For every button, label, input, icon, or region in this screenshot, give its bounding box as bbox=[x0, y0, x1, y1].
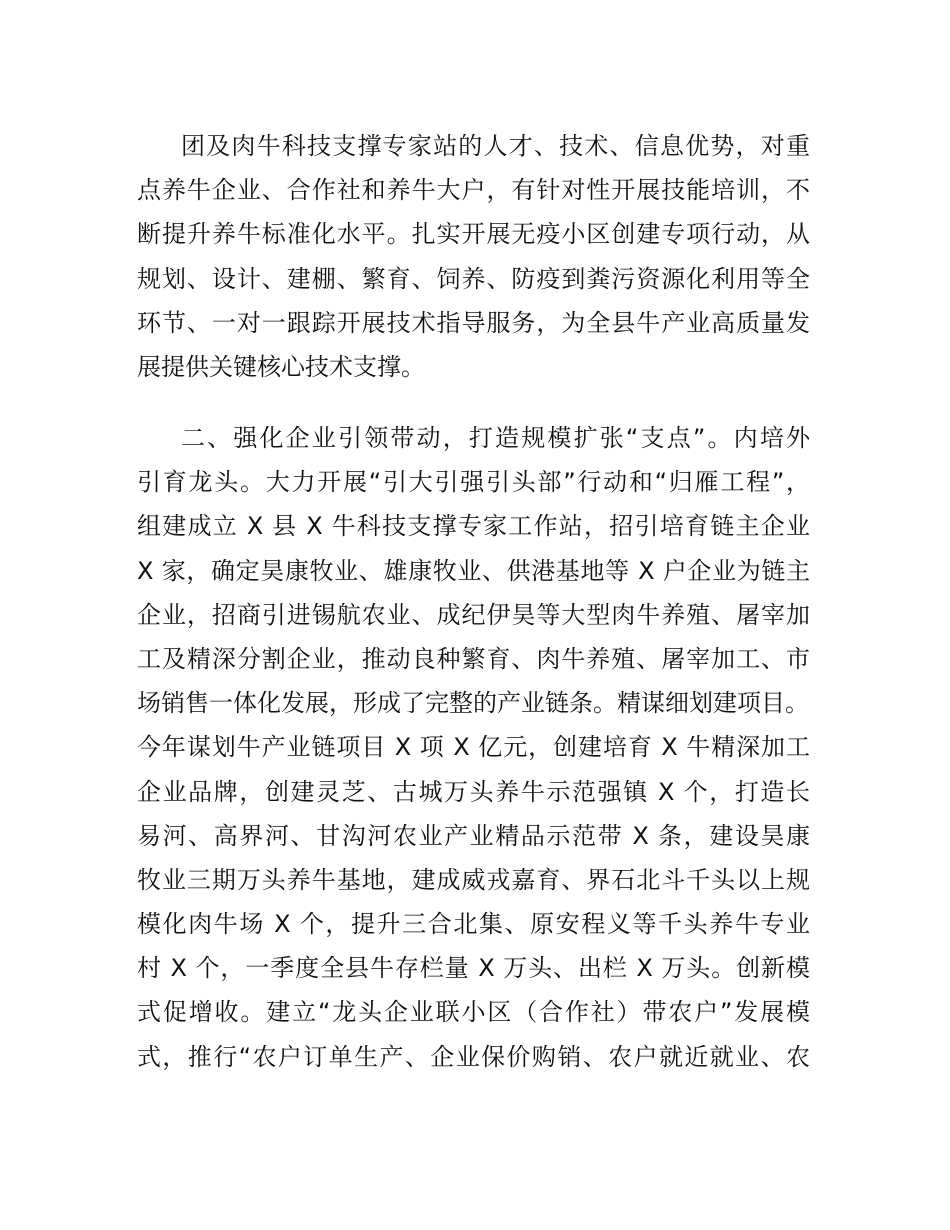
text-line: X 家，确定昊康牧业、雄康牧业、供港基地等 X 户企业为链主 bbox=[137, 556, 810, 585]
text-line: 式促增收。建立“龙头企业联小区（合作社）带农户”发展模 bbox=[137, 998, 810, 1027]
text-line: 企业品牌，创建灵芝、古城万头养牛示范强镇 X 个，打造长 bbox=[137, 777, 810, 806]
text-line: 工及精深分割企业，推动良种繁育、肉牛养殖、屠宰加工、市 bbox=[137, 644, 810, 673]
text-line: 点养牛企业、合作社和养牛大户，有针对性开展技能培训，不 bbox=[137, 176, 810, 205]
text-line: 易河、高界河、甘沟河农业产业精品示范带 X 条，建设昊康 bbox=[137, 821, 810, 850]
text-line: 团及肉牛科技支撑专家站的人才、技术、信息优势，对重 bbox=[181, 132, 810, 160]
text-line: 规划、设计、建棚、繁育、饲养、防疫到粪污资源化利用等全 bbox=[137, 264, 810, 293]
text-line: 场销售一体化发展，形成了完整的产业链条。精谋细划建项目。 bbox=[137, 689, 809, 718]
text-line: 今年谋划牛产业链项目 X 项 X 亿元，创建培育 X 牛精深加工 bbox=[137, 733, 810, 762]
text-line: 牧业三期万头养牛基地，建成威戎嘉育、界石北斗千头以上规 bbox=[137, 865, 810, 894]
text-line: 环节、一对一跟踪开展技术指导服务，为全县牛产业高质量发 bbox=[137, 308, 810, 337]
text-line: 模化肉牛场 X 个，提升三合北集、原安程义等千头养牛专业 bbox=[137, 910, 810, 939]
text-line: 村 X 个，一季度全县牛存栏量 X 万头、出栏 X 万头。创新模 bbox=[137, 954, 810, 983]
text-line: 断提升养牛标准化水平。扎实开展无疫小区创建专项行动，从 bbox=[137, 220, 810, 249]
text-line: 二、强化企业引领带动，打造规模扩张“支点”。内培外 bbox=[181, 424, 810, 452]
text-line: 引育龙头。大力开展“引大引强引头部”行动和“归雁工程”， bbox=[137, 468, 810, 497]
text-line: 式，推行“农户订单生产、企业保价购销、农户就近就业、农 bbox=[137, 1042, 810, 1071]
paragraph-1 bbox=[137, 124, 810, 389]
paragraph-2 bbox=[137, 416, 810, 1079]
text-line: 展提供关键核心技术支撑。 bbox=[137, 352, 425, 381]
text-line: 组建成立 X 县 X 牛科技支撑专家工作站，招引培育链主企业 bbox=[137, 512, 810, 541]
text-line: 企业，招商引进锡航农业、成纪伊昊等大型肉牛养殖、屠宰加 bbox=[137, 600, 810, 629]
